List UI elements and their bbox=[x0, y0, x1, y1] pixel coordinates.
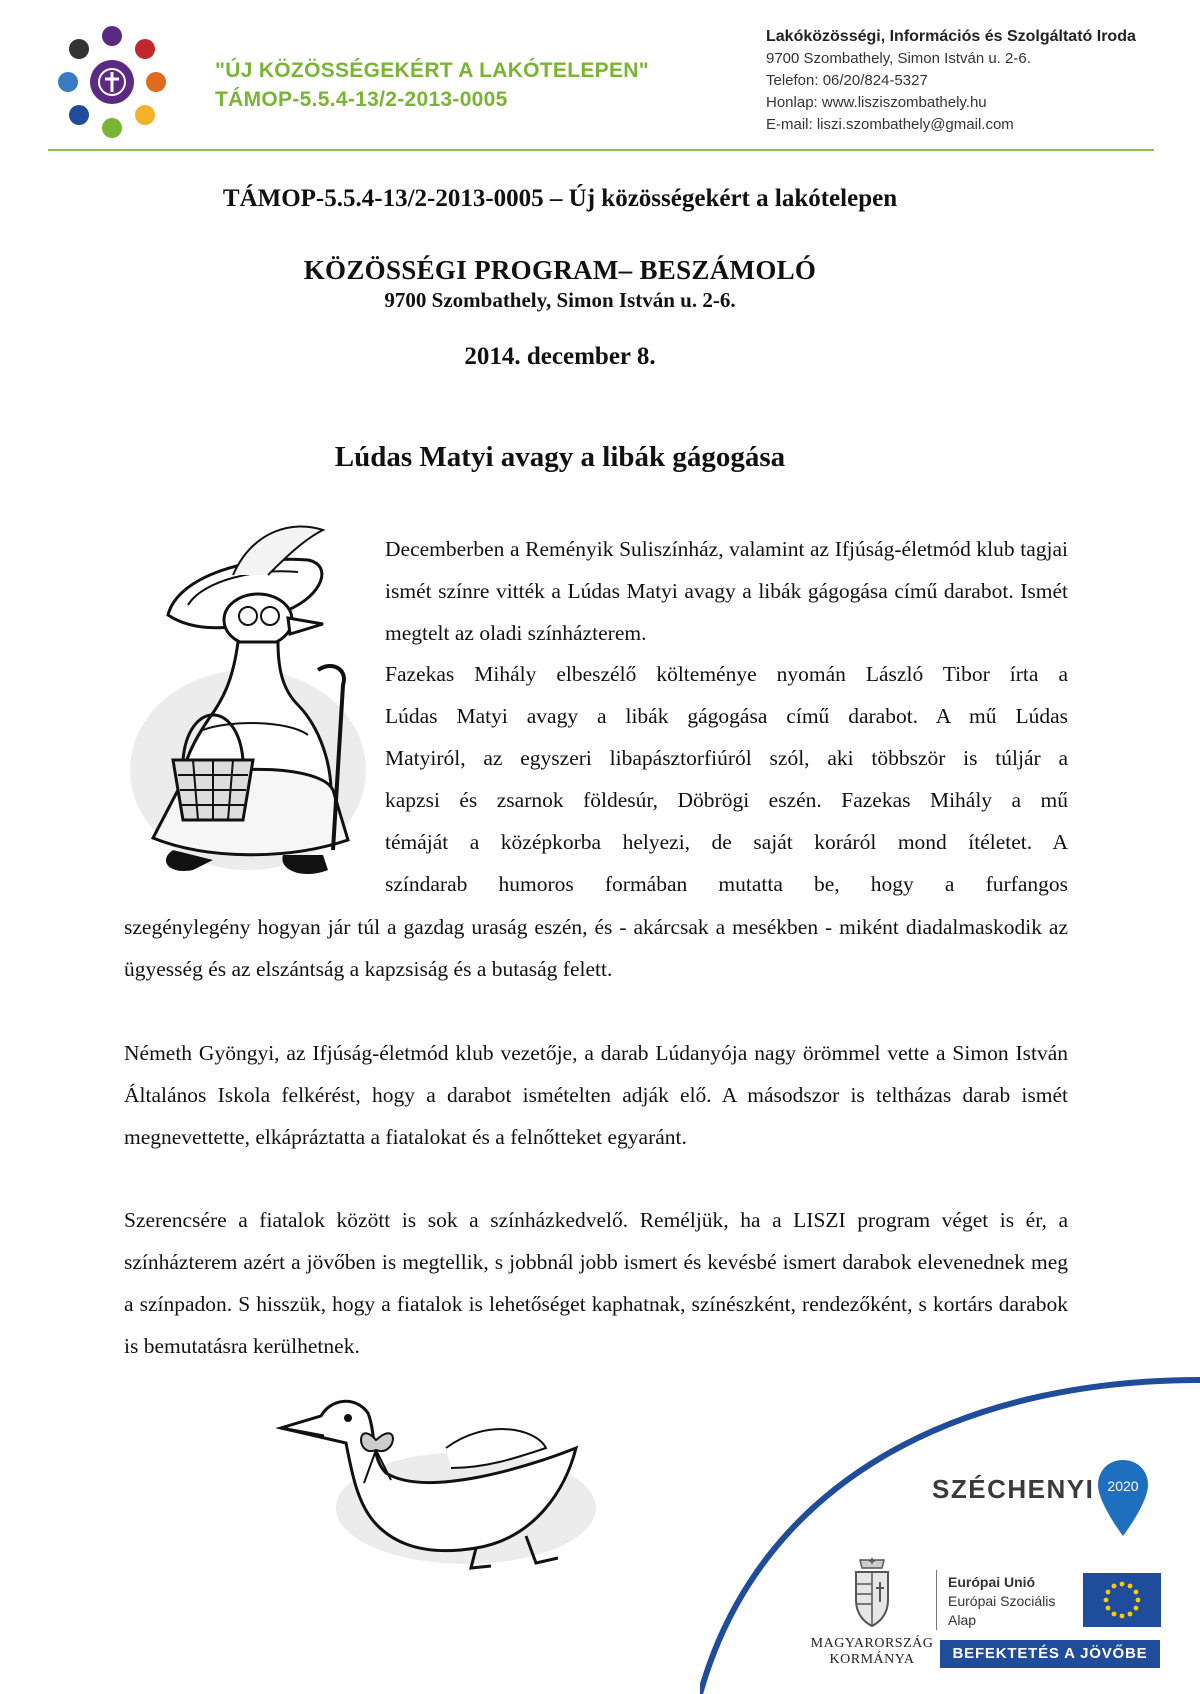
goose-bow-illustration bbox=[276, 1388, 606, 1574]
paragraph-club-text: Németh Gyöngyi, az Ifjúság-életmód klub vezetője, a darab Lúdanyója nagy örömmel vette a Simon István Általános Iskola felkérést, hogy a darabot ismételten adják elő. A másodszor is teltházas darab ismét megnevettette, elkápráztatta a fiatalokat és a felnőtteket egyaránt. bbox=[124, 1041, 1068, 1149]
paragraph-closing-text: Szerencsére a fiatalok között is sok a színházkedvelő. Reméljük, ha a LISZI program véget is ér, a színházterem azért a jövőben is megtellik, s jobbnál jobb ismert és kevésbé ismert darabok elevenednek meg a színpadon. S hisszük, hogy a fiatalok is lehetőséget kaphatnak, színészként, rendezőként, s kortárs darabok is bemutatásra kerülhetnek. bbox=[124, 1208, 1068, 1358]
program-title-code: TÁMOP-5.5.4-13/2-2013-0005 bbox=[215, 88, 508, 111]
summary-line-6: színdarab humoros formában mutatta be, hogy a furfangos bbox=[385, 872, 1068, 896]
paragraph-play-summary bbox=[385, 653, 1068, 905]
summary-line-1: Fazekas Mihály elbeszélő költeménye nyomán László Tibor írta a bbox=[385, 662, 1068, 686]
eu-flag-icon bbox=[1083, 1573, 1161, 1627]
government-line-1: MAGYARORSZÁG bbox=[810, 1636, 934, 1651]
play-title: Lúdas Matyi avagy a libák gágogása bbox=[334, 441, 786, 473]
szechenyi-year: 2020 bbox=[1107, 1478, 1139, 1494]
office-phone: Telefon: 06/20/824-5327 bbox=[766, 72, 928, 89]
paragraph-club bbox=[124, 1032, 1068, 1158]
paragraph-intro-text: Decemberben a Reményik Suliszínház, valamint az Ifjúság-életmód klub tagjai ismét színre vitték a Lúdas Matyi avagy a libák gágogása című darabot. Ismét megtelt az oladi színházterem. bbox=[385, 537, 1068, 645]
project-line: TÁMOP-5.5.4-13/2-2013-0005 – Új közösségekért a lakótelepen bbox=[222, 185, 898, 212]
eu-fund-text bbox=[948, 1573, 1055, 1630]
szechenyi-wordmark: SZÉCHENYI bbox=[932, 1474, 1095, 1504]
program-heading: KÖZÖSSÉGI PROGRAM– BESZÁMOLÓ bbox=[303, 255, 817, 285]
header-divider bbox=[48, 149, 1154, 151]
office-email: E-mail: liszi.szombathely@gmail.com bbox=[766, 116, 1014, 133]
government-name bbox=[810, 1636, 934, 1668]
summary-line-2: Lúdas Matyi avagy a libák gágogása című darabot. A mű Lúdas bbox=[385, 704, 1068, 728]
summary-line-3: Matyiról, az egyszeri libapásztorfiúról szól, aki többször is túljár a bbox=[385, 746, 1068, 770]
government-line-2: KORMÁNYA bbox=[829, 1652, 915, 1667]
summary-line-4: kapzsi és zsarnok földesúr, Döbrögi eszén. Fazekas Mihály a mű bbox=[385, 788, 1068, 812]
hungarian-coat-of-arms-icon bbox=[850, 1558, 894, 1628]
invest-in-future-banner: BEFEKTETÉS A JÖVŐBE bbox=[940, 1640, 1160, 1668]
summary-continued-text: szegénylegény hogyan jár túl a gazdag uraság eszén, és - akárcsak a mesékben - miként diadalmaskodik az ügyesség és az elszántság a kapzsiság és a butaság felett. bbox=[124, 915, 1068, 981]
office-info bbox=[766, 26, 1136, 136]
eu-fund-label: Európai Szociális bbox=[948, 1593, 1056, 1609]
eu-fund-label-2: Alap bbox=[948, 1612, 977, 1628]
office-name: Lakóközösségi, Információs és Szolgáltató Iroda bbox=[766, 28, 1136, 45]
eu-union-label: Európai Unió bbox=[948, 1574, 1036, 1590]
office-address: 9700 Szombathely, Simon István u. 2-6. bbox=[766, 50, 1031, 67]
goose-mother-illustration bbox=[118, 520, 380, 886]
program-title bbox=[215, 56, 649, 114]
paragraph-intro bbox=[385, 528, 1068, 654]
eu-divider bbox=[936, 1570, 937, 1630]
program-date: 2014. december 8. bbox=[464, 343, 656, 370]
program-address: 9700 Szombathely, Simon István u. 2-6. bbox=[384, 288, 736, 312]
paragraph-closing bbox=[124, 1199, 1068, 1367]
summary-line-5: témáját a középkorba helyezi, de saját koráról mond ítéletet. A bbox=[385, 830, 1068, 854]
program-title-slogan: "ÚJ KÖZÖSSÉGEKÉRT A LAKÓTELEPEN" bbox=[215, 59, 649, 82]
szechenyi-pin-icon bbox=[1096, 1458, 1150, 1538]
community-logo bbox=[52, 22, 172, 142]
office-website: Honlap: www.liszi​szombathely.hu bbox=[766, 94, 987, 111]
paragraph-play-summary-continued bbox=[124, 906, 1068, 990]
